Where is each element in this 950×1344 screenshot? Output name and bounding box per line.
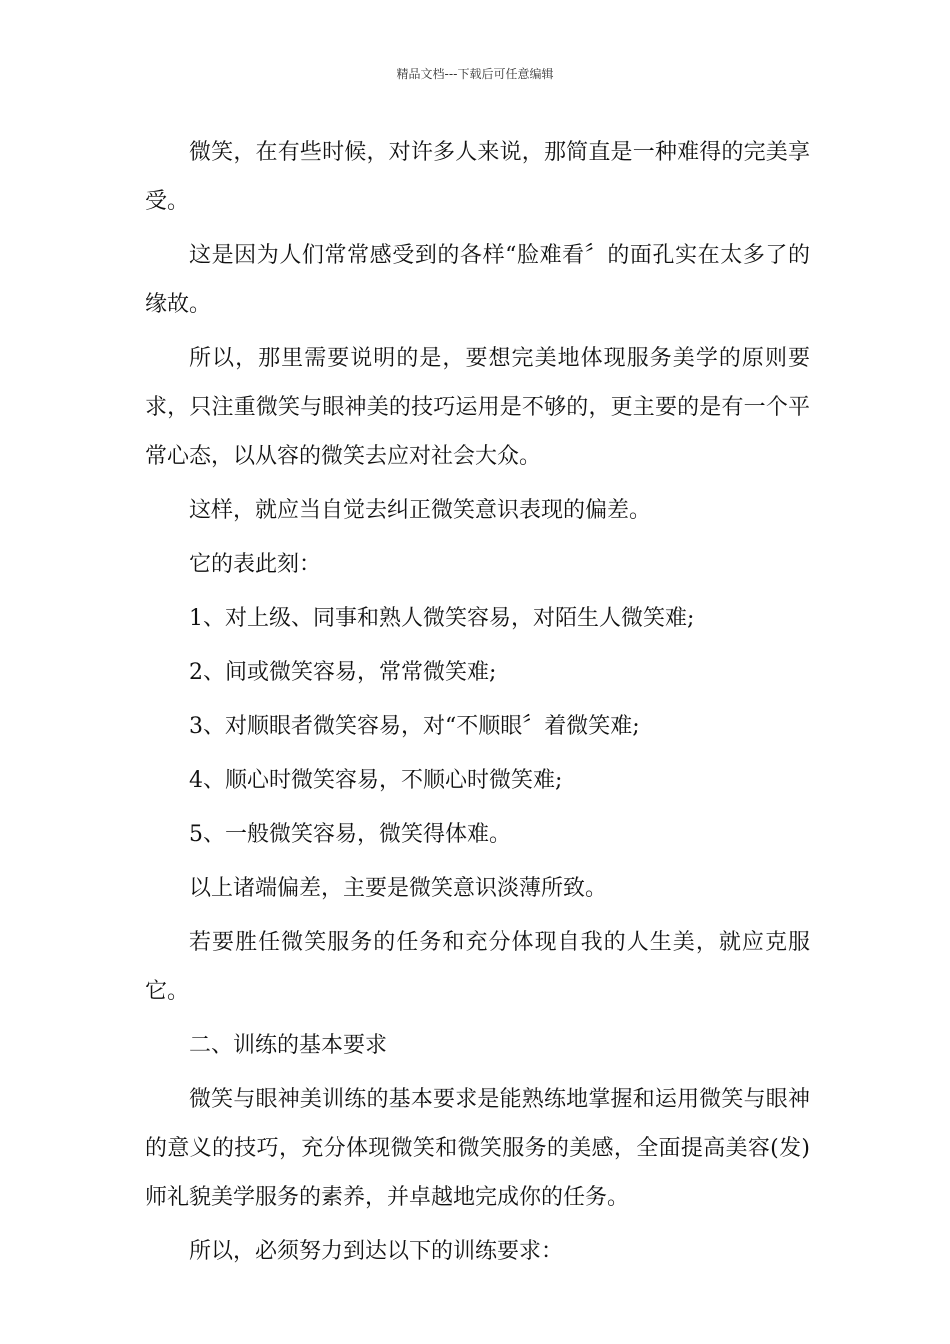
list-item: 1、对上级、同事和熟人微笑容易，对陌生人微笑难; [189, 606, 695, 631]
list-item: 3、对顺眼者微笑容易，对“不顺眼〞着微笑难; [189, 714, 640, 739]
paragraph: 所以，那里需要说明的是，要想完美地体现服务美学的原则要求，只注重微笑与眼神美的技巧运用是不够的，更主要的是有一个平常心态，以从容的微笑去应对社会大众。 [145, 346, 810, 469]
list-item: 5、一般微笑容易，微笑得体难。 [189, 822, 511, 847]
list-item: 2、间或微笑容易，常常微笑难; [189, 660, 497, 685]
paragraph: 这样，就应当自觉去纠正微笑意识表现的偏差。 [189, 498, 652, 523]
paragraph: 微笑，在有些时候，对许多人来说，那简直是一种难得的完美享受。 [145, 140, 810, 214]
paragraph: 若要胜任微笑服务的任务和充分体现自我的人生美，就应克服它。 [145, 930, 810, 1004]
paragraph: 它的表此刻： [189, 552, 322, 577]
paragraph: 所以，必须努力到达以下的训练要求： [189, 1239, 564, 1264]
section-heading: 二、训练的基本要求 [189, 1033, 388, 1058]
paragraph: 微笑与眼神美训练的基本要求是能熟练地掌握和运用微笑与眼神的意义的技巧，充分体现微笑和微笑服务的美感，全面提高美容(发)师礼貌美学服务的素养，并卓越地完成你的任务。 [145, 1087, 810, 1210]
paragraph: 这是因为人们常常感受到的各样“脸难看〞的面孔实在太多了的缘故。 [145, 243, 810, 317]
page-header: 精品文档---下载后可任意编辑 [396, 67, 554, 81]
document-body [145, 128, 810, 1281]
paragraph: 以上诸端偏差，主要是微笑意识淡薄所致。 [189, 876, 608, 901]
list-item: 4、顺心时微笑容易，不顺心时微笑难; [189, 768, 563, 793]
